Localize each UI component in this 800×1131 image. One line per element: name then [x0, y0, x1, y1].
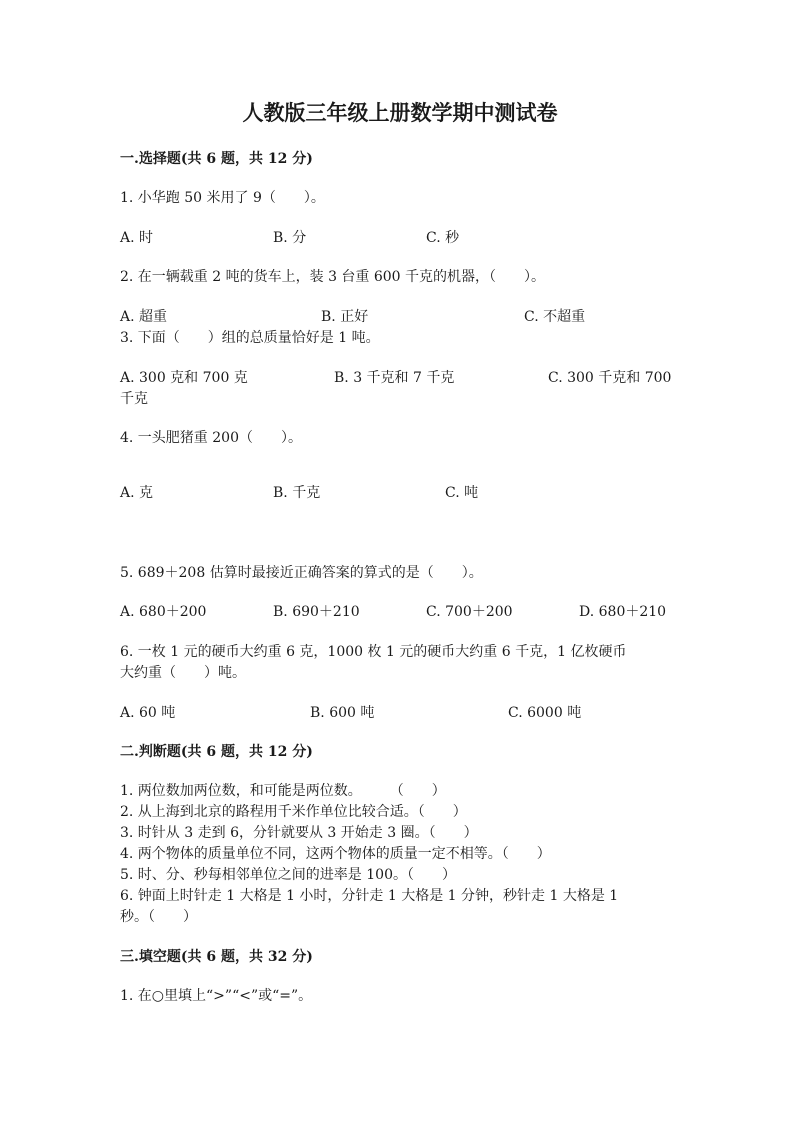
question-stem: 2. 在一辆载重 2 吨的货车上，装 3 台重 600 千克的机器，（ ）。 — [120, 269, 546, 285]
option-b: B. 分 — [273, 230, 307, 246]
judgment-item: 4. 两个物体的质量单位不同，这两个物体的质量一定不相等。（ ） — [120, 846, 551, 862]
option-a: A. 克 — [120, 485, 154, 501]
judgment-item-continued: 秒。（ ） — [120, 909, 197, 925]
judgment-item: 1. 两位数加两位数，和可能是两位数。 （ ） — [120, 783, 446, 799]
page-title: 人教版三年级上册数学期中测试卷 — [242, 100, 558, 125]
option-b: B. 600 吨 — [310, 705, 375, 721]
option-a: A. 680＋200 — [120, 604, 207, 620]
option-c: C. 吨 — [445, 485, 479, 501]
option-c: C. 700＋200 — [426, 604, 513, 620]
option-a: A. 60 吨 — [120, 705, 176, 721]
question-stem: 4. 一头肥猪重 200（ ）。 — [120, 430, 302, 446]
question-stem: 6. 一枚 1 元的硬币大约重 6 克，1000 枚 1 元的硬币大约重 6 千克，1 亿枚硬币 — [120, 644, 627, 660]
option-b: B. 690＋210 — [273, 604, 360, 620]
judgment-item: 5. 时、分、秒每相邻单位之间的进率是 100。（ ） — [120, 867, 456, 883]
judgment-item: 3. 时针从 3 走到 6，分针就要从 3 开始走 3 圈。（ ） — [120, 825, 478, 841]
section-heading: 一.选择题(共 6 题，共 12 分) — [120, 151, 313, 167]
option-a: A. 时 — [120, 230, 154, 246]
option-a: A. 300 克和 700 克 — [120, 370, 248, 386]
judgment-item: 6. 钟面上时针走 1 大格是 1 小时，分针走 1 大格是 1 分钟，秒针走 1 大格是 1 — [120, 888, 619, 904]
option-c: C. 6000 吨 — [508, 705, 582, 721]
option-c-continued: 千克 — [120, 391, 148, 407]
option-c: C. 不超重 — [524, 309, 586, 325]
question-stem: 1. 在○里填上“>”“<”或“=”。 — [120, 988, 313, 1004]
question-stem-continued: 大约重（ ）吨。 — [120, 665, 246, 681]
option-c: C. 秒 — [426, 230, 460, 246]
question-stem: 3. 下面（ ）组的总质量恰好是 1 吨。 — [120, 330, 380, 346]
section-heading: 三.填空题(共 6 题，共 32 分) — [120, 949, 313, 965]
question-stem: 5. 689＋208 估算时最接近正确答案的算式的是（ ）。 — [120, 565, 483, 581]
section-heading: 二.判断题(共 6 题，共 12 分) — [120, 744, 313, 760]
question-stem: 1. 小华跑 50 米用了 9（ ）。 — [120, 190, 325, 206]
judgment-item: 2. 从上海到北京的路程用千米作单位比较合适。（ ） — [120, 804, 467, 820]
option-c: C. 300 千克和 700 — [548, 370, 672, 386]
option-d: D. 680＋210 — [579, 604, 667, 620]
option-b: B. 千克 — [273, 485, 321, 501]
option-a: A. 超重 — [120, 309, 168, 325]
option-b: B. 正好 — [321, 309, 369, 325]
option-b: B. 3 千克和 7 千克 — [334, 370, 455, 386]
